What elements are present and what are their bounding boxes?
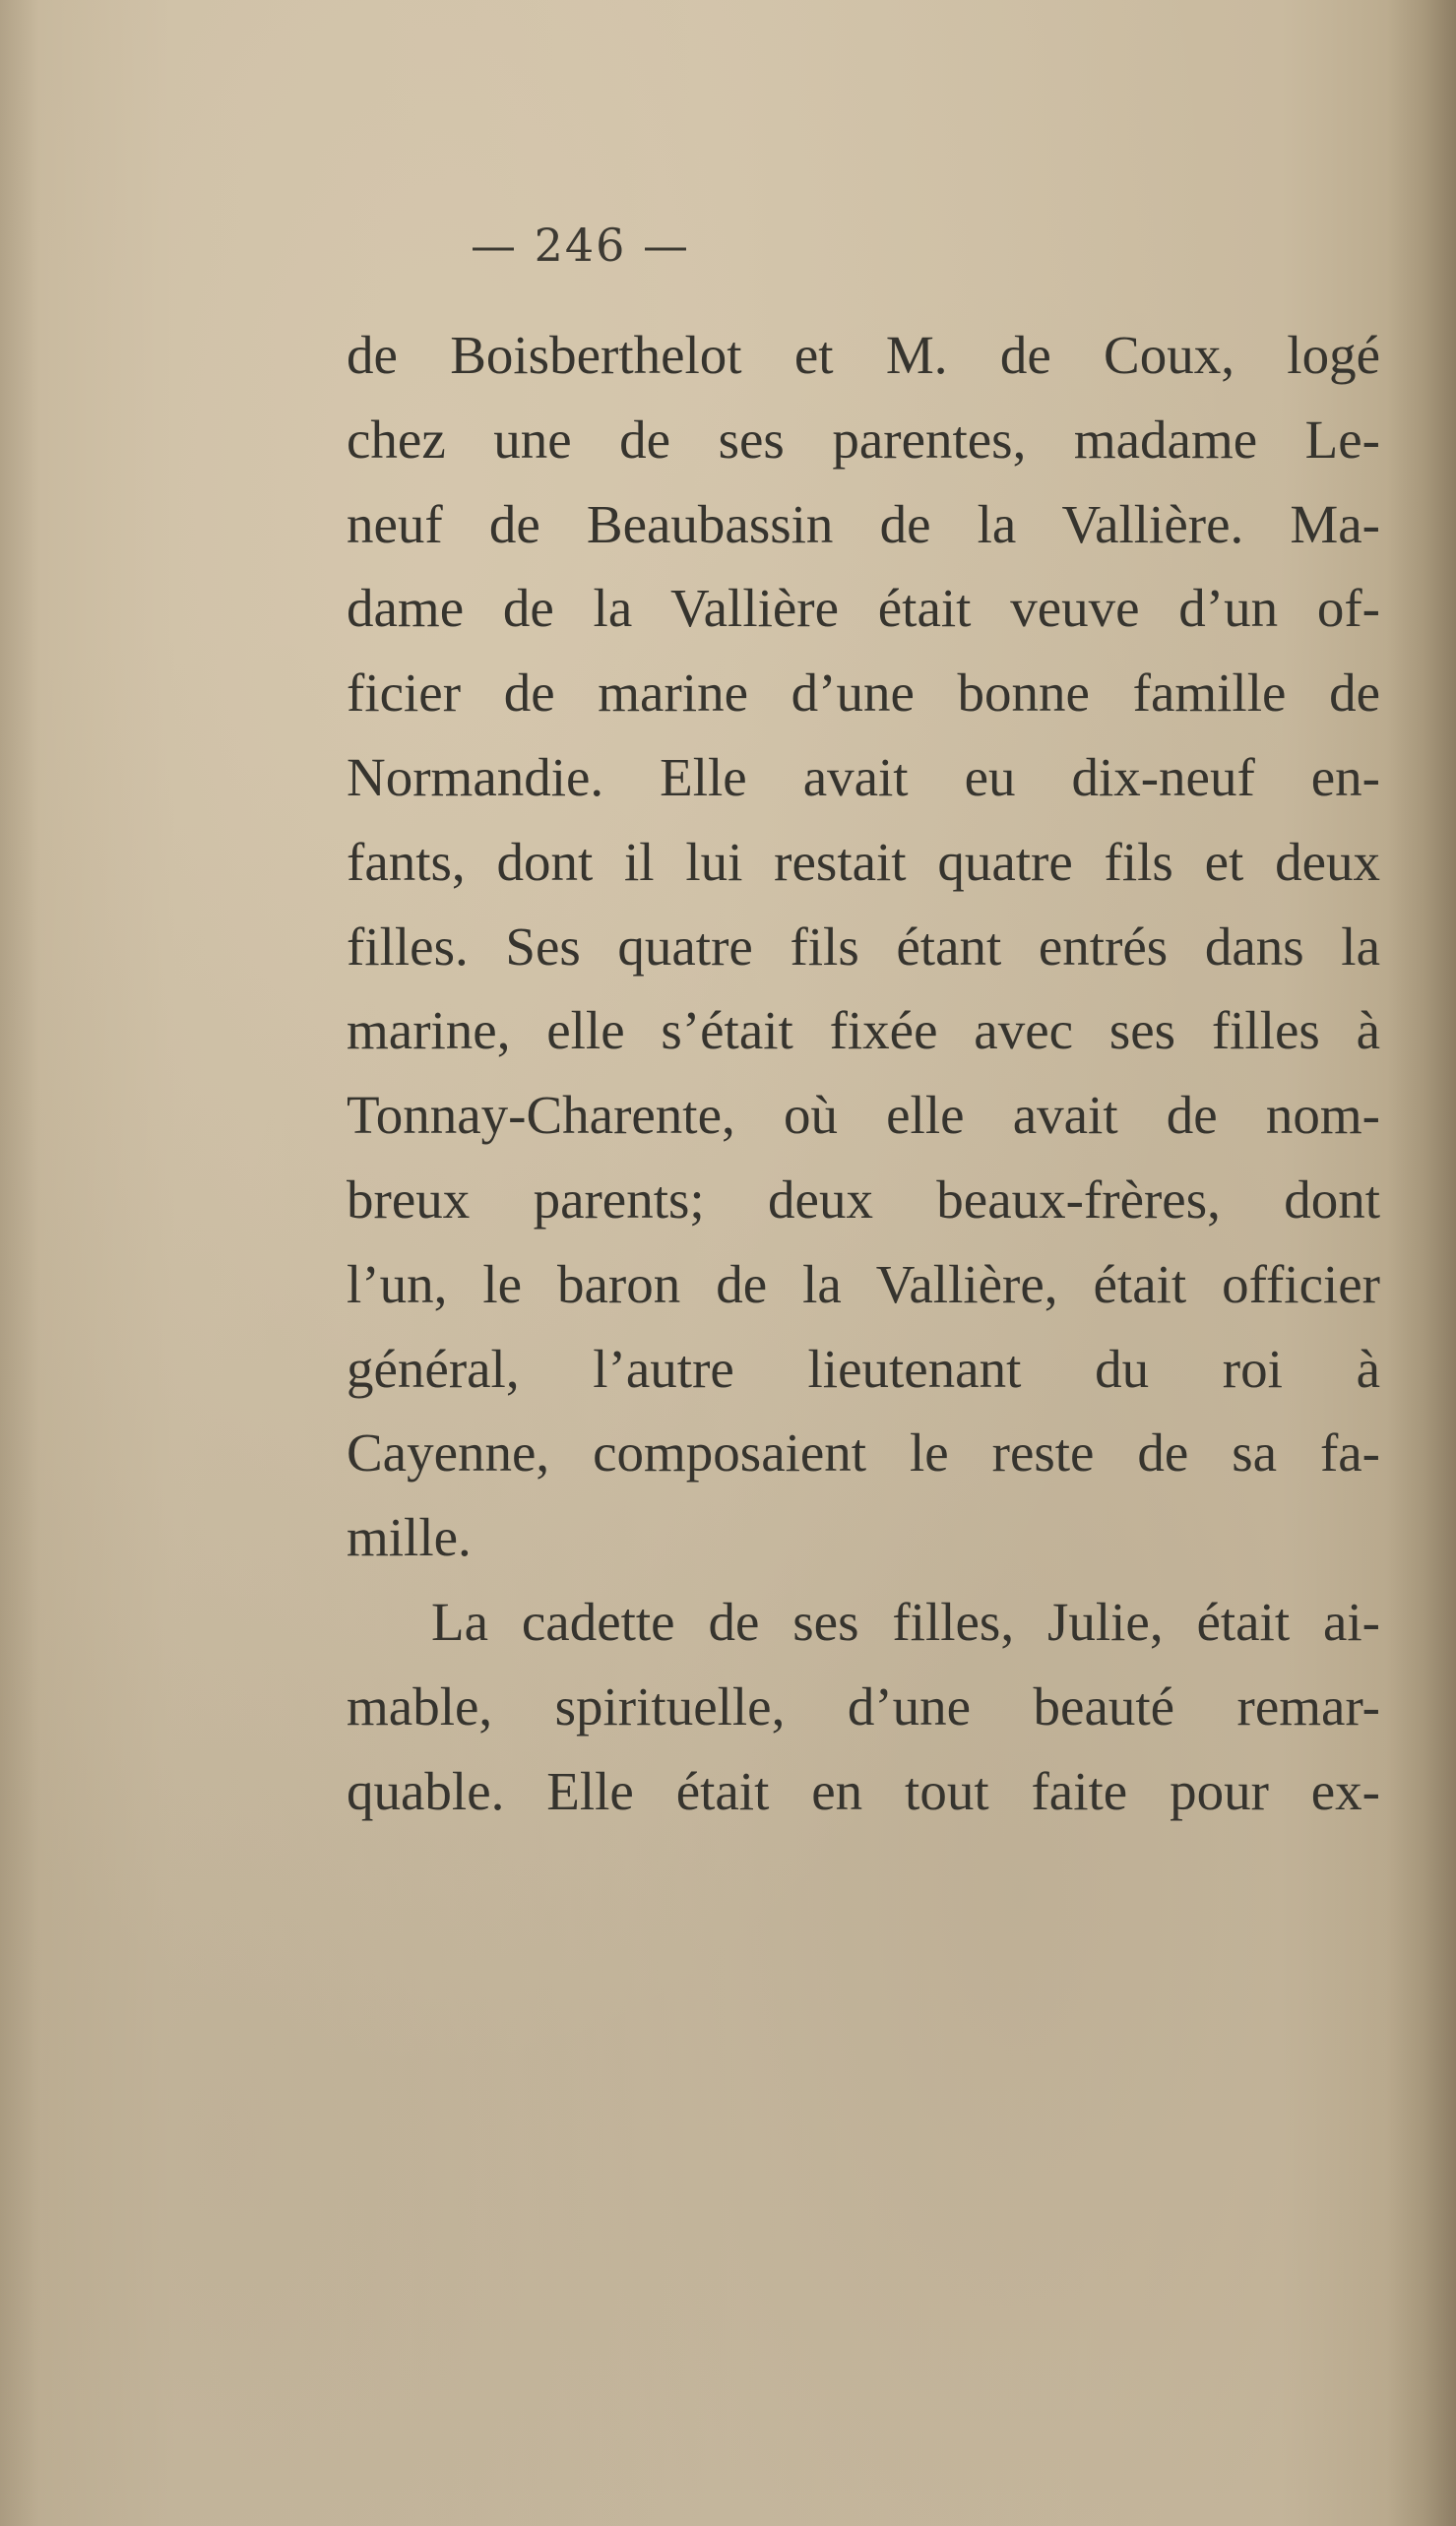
text-line: marine, elle s’était fixée avec ses filles à [347,1000,1380,1061]
text-line: neuf de Beaubassin de la Vallière. Ma- [347,493,1380,554]
text-line-paragraph-start: La cadette de ses filles, Julie, était ai- [431,1591,1380,1652]
text-line: ficier de marine d’une bonne famille de [347,663,1380,724]
text-line: breux parents; deux beaux-frères, dont [347,1168,1380,1230]
text-line: l’un, le baron de la Vallière, était officier [347,1253,1380,1314]
text-line: filles. Ses quatre fils étant entrés dans la [347,916,1380,977]
text-line: Normandie. Elle avait eu dix-neuf en- [347,746,1380,807]
text-line: de Boisberthelot et M. de Coux, logé [347,325,1380,385]
text-line: Tonnay-Charente, où elle avait de nom- [347,1085,1380,1146]
text-line: fants, dont il lui restait quatre fils et deux [347,831,1380,892]
page-left-shadow [0,0,39,2526]
text-line: mable, spirituelle, d’une beauté remar- [347,1675,1380,1737]
text-line: dame de la Vallière était veuve d’un of- [347,578,1380,639]
text-line: chez une de ses parentes, madame Le- [347,409,1380,470]
body-text [347,313,1380,1833]
text-line: quable. Elle était en tout faite pour ex- [347,1760,1380,1821]
page-edge-shadow [1387,0,1456,2526]
text-line: Cayenne, composaient le reste de sa fa- [347,1422,1380,1484]
text-line-paragraph-end: mille. [347,1507,472,1568]
page-number: — 246 — [470,219,691,272]
text-line: général, l’autre lieutenant du roi à [347,1338,1380,1399]
